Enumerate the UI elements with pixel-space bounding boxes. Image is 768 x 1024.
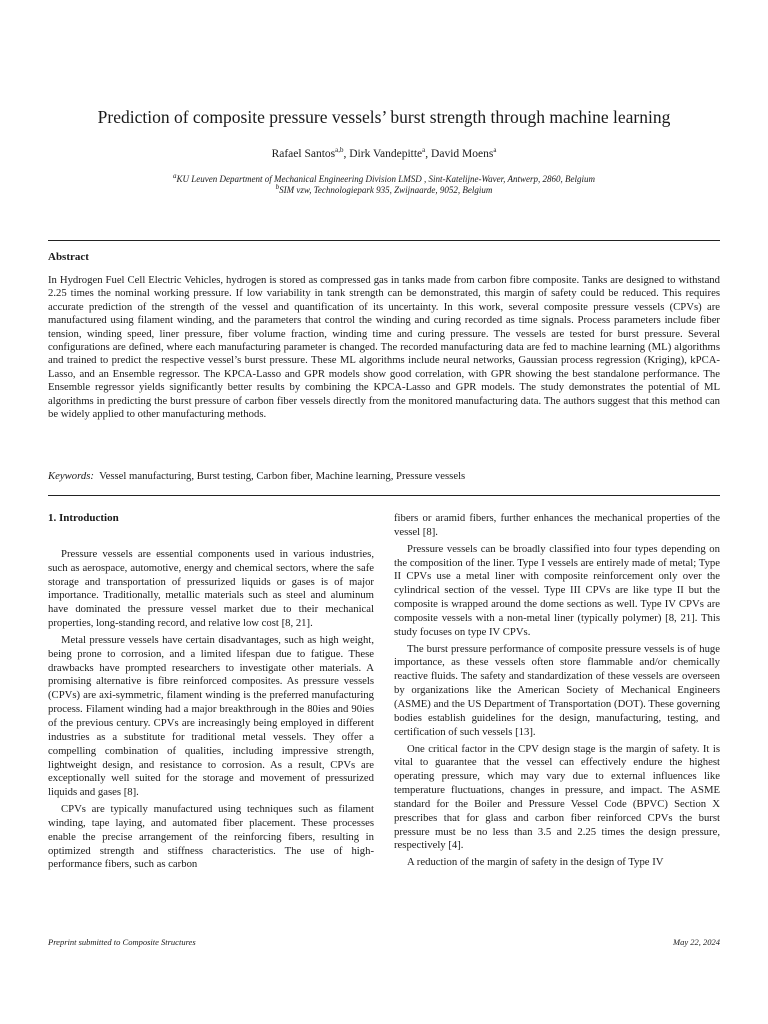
- abstract-text: In Hydrogen Fuel Cell Electric Vehicles, hydrogen is stored as compressed gas in tanks made from carbon fibre composite. Tanks are designed to withstand 2.25 times the nominal working pressure. If low variability in tank strength can be demonstrated, this margin of safety could be reduced. This requires accurate prediction of the strength of the vessel and quantification of its uncertainty. In this work, several composite pressure vessels (CPVs) are manufactured using filament winding, and the parameters that control the winding and curing recorded as time signals. Process parameters include fiber tension, winding speed, liner pressure, fiber volume fraction, winding time and curing pressure. The vessels are tested for burst pressure. Several configurations are defined, where each manufacturing parameter is changed. The recorded manufacturing data are fed to machine learning (ML) algorithms and trained to predict the respective vessel’s burst pressure. These ML algorithms include neural networks, Gaussian process regression (Kriging), kPCA-Lasso, and an Ensemble regressor. The KPCA-Lasso and GPR models show good correlation, with GPR showing the best standalone performance. The Ensemble regressor yields significantly better results by combining the KPCA-Lasso and GPR models. The study demonstrates the potential of ML algorithms in predicting the burst pressure of carbon fiber vessels directly from the monitored manufacturing data. The authors suggest that this method can be widely applied to other manufacturing methods.: [48, 274, 720, 421]
- keywords-text: Vessel manufacturing, Burst testing, Carbon fiber, Machine learning, Pressure vessels: [99, 470, 466, 482]
- abstract-bottom-rule: [48, 495, 720, 496]
- footer-date: May 22, 2024: [673, 937, 720, 947]
- author-affil-mark: a,b: [335, 146, 344, 155]
- paragraph: One critical factor in the CPV design stage is the margin of safety. It is vital to guarantee that the vessel can effectively endure the highest operating pressure, which may vary due to external influences like temperature fluctuations, changes in pressure, and impact. The ASME standard for the Boiler and Pressure Vessel Code (BPVC) Section X prescribes that for glass and carbon fiber reinforced CPVs the burst pressure must be no less than 3.5 and 2.25 times the design pressure, respectively [4].: [394, 742, 720, 852]
- paper-title: Prediction of composite pressure vessels’ burst strength through machine learning: [97, 107, 671, 127]
- author-list: Rafael Santos$^{a,b}$, Dirk Vandepitte$^a$, David Moens$^a$: [271, 146, 497, 160]
- section-heading: 1. Introduction: [48, 512, 119, 524]
- abstract-top-rule: [48, 240, 720, 241]
- paragraph: The burst pressure performance of composite pressure vessels is of huge importance, as these vessels often store flammable and/or chemically reactive fluids. The safety and standardization of these vessels are overseen by organizations like the American Society of Mechanical Engineers (ASME) and the US Department of Transportation (DOT). These governing bodies establish guidelines for the design, manufacturing, testing, and certification of such vessels [13].: [394, 642, 720, 738]
- paragraph: CPVs are typically manufactured using techniques such as filament winding, tape laying, and automated fiber placement. These processes enable the precise arrangement of the reinforcing fibers, resulting in optimized strength and stiffness characteristics. The use of high-performance fibers, such as carbon: [48, 803, 374, 871]
- paragraph: Pressure vessels are essential components used in various industries, such as aerospace, automotive, energy and chemical sectors, where the safe storage and transportation of pressurized liquids or gases is of major importance. Traditionally, metallic materials such as steel and aluminum have dominated the pressure vessel market due to their mechanical properties, long-standing record, and relative low cost [8, 21].: [48, 547, 374, 630]
- left-column: [48, 512, 374, 875]
- author-name: Rafael Santos: [271, 148, 336, 160]
- author-affil-mark: a: [422, 146, 426, 155]
- right-column: [394, 512, 720, 873]
- author-name: Dirk Vandepitte: [349, 148, 423, 160]
- author-affil-mark: a: [493, 146, 497, 155]
- abstract-heading: Abstract: [48, 251, 89, 263]
- affiliation-line: $^b$SIM vzw, Technologiepark 935, Zwijnaarde, 9052, Belgium: [275, 183, 493, 195]
- keywords-label: Keywords:: [48, 470, 94, 482]
- affiliation-line: $^a$KU Leuven Department of Mechanical Engineering Division LMSD , Sint-Katelijne-Waver, Antwerp, 2860, Belgium: [173, 172, 595, 184]
- affiliations: [0, 174, 768, 196]
- keywords: [48, 470, 720, 482]
- paragraph: Metal pressure vessels have certain disadvantages, such as high weight, being prone to corrosion, and a limited lifespan due to fatigue. These drawbacks have prompted researchers to investigate other materials. A promising alternative is fibre reinforced composites. As pressure vessels (CPVs) are axi-symmetric, filament winding is the preferred manufacturing process. Filament winding had a major breakthrough in the 80ies and 90ies of the previous century. CPVs are increasingly being employed in different industries as a substitute for traditional metal vessels. They offer a compelling combination of qualities, including impressive strength, lightweight design, and resistance to corrosion. As a result, CPVs are exceptionally well suited for the storage and movement of pressurized liquids and gases [8].: [48, 633, 374, 799]
- paragraph-continuation: fibers or aramid fibers, further enhances the mechanical properties of the vessel [8].: [394, 512, 720, 538]
- author-name: David Moens: [431, 148, 494, 160]
- footer-preprint-note: Preprint submitted to Composite Structures: [48, 937, 196, 947]
- paragraph: A reduction of the margin of safety in the design of Type IV: [407, 856, 664, 869]
- paragraph: Pressure vessels can be broadly classified into four types depending on the composition of the liner. Type I vessels are entirely made of metal; Type II CPVs use a metal liner with composite reinforcement only over the cylindrical section of the vessel. Type III CPVs are like type II but the composite is wrapped around the dome sections as well. Type IV CPVs are composite vessels with a non-metal liner (typically polymer) [8, 21]. This study focuses on type IV CPVs.: [394, 542, 720, 638]
